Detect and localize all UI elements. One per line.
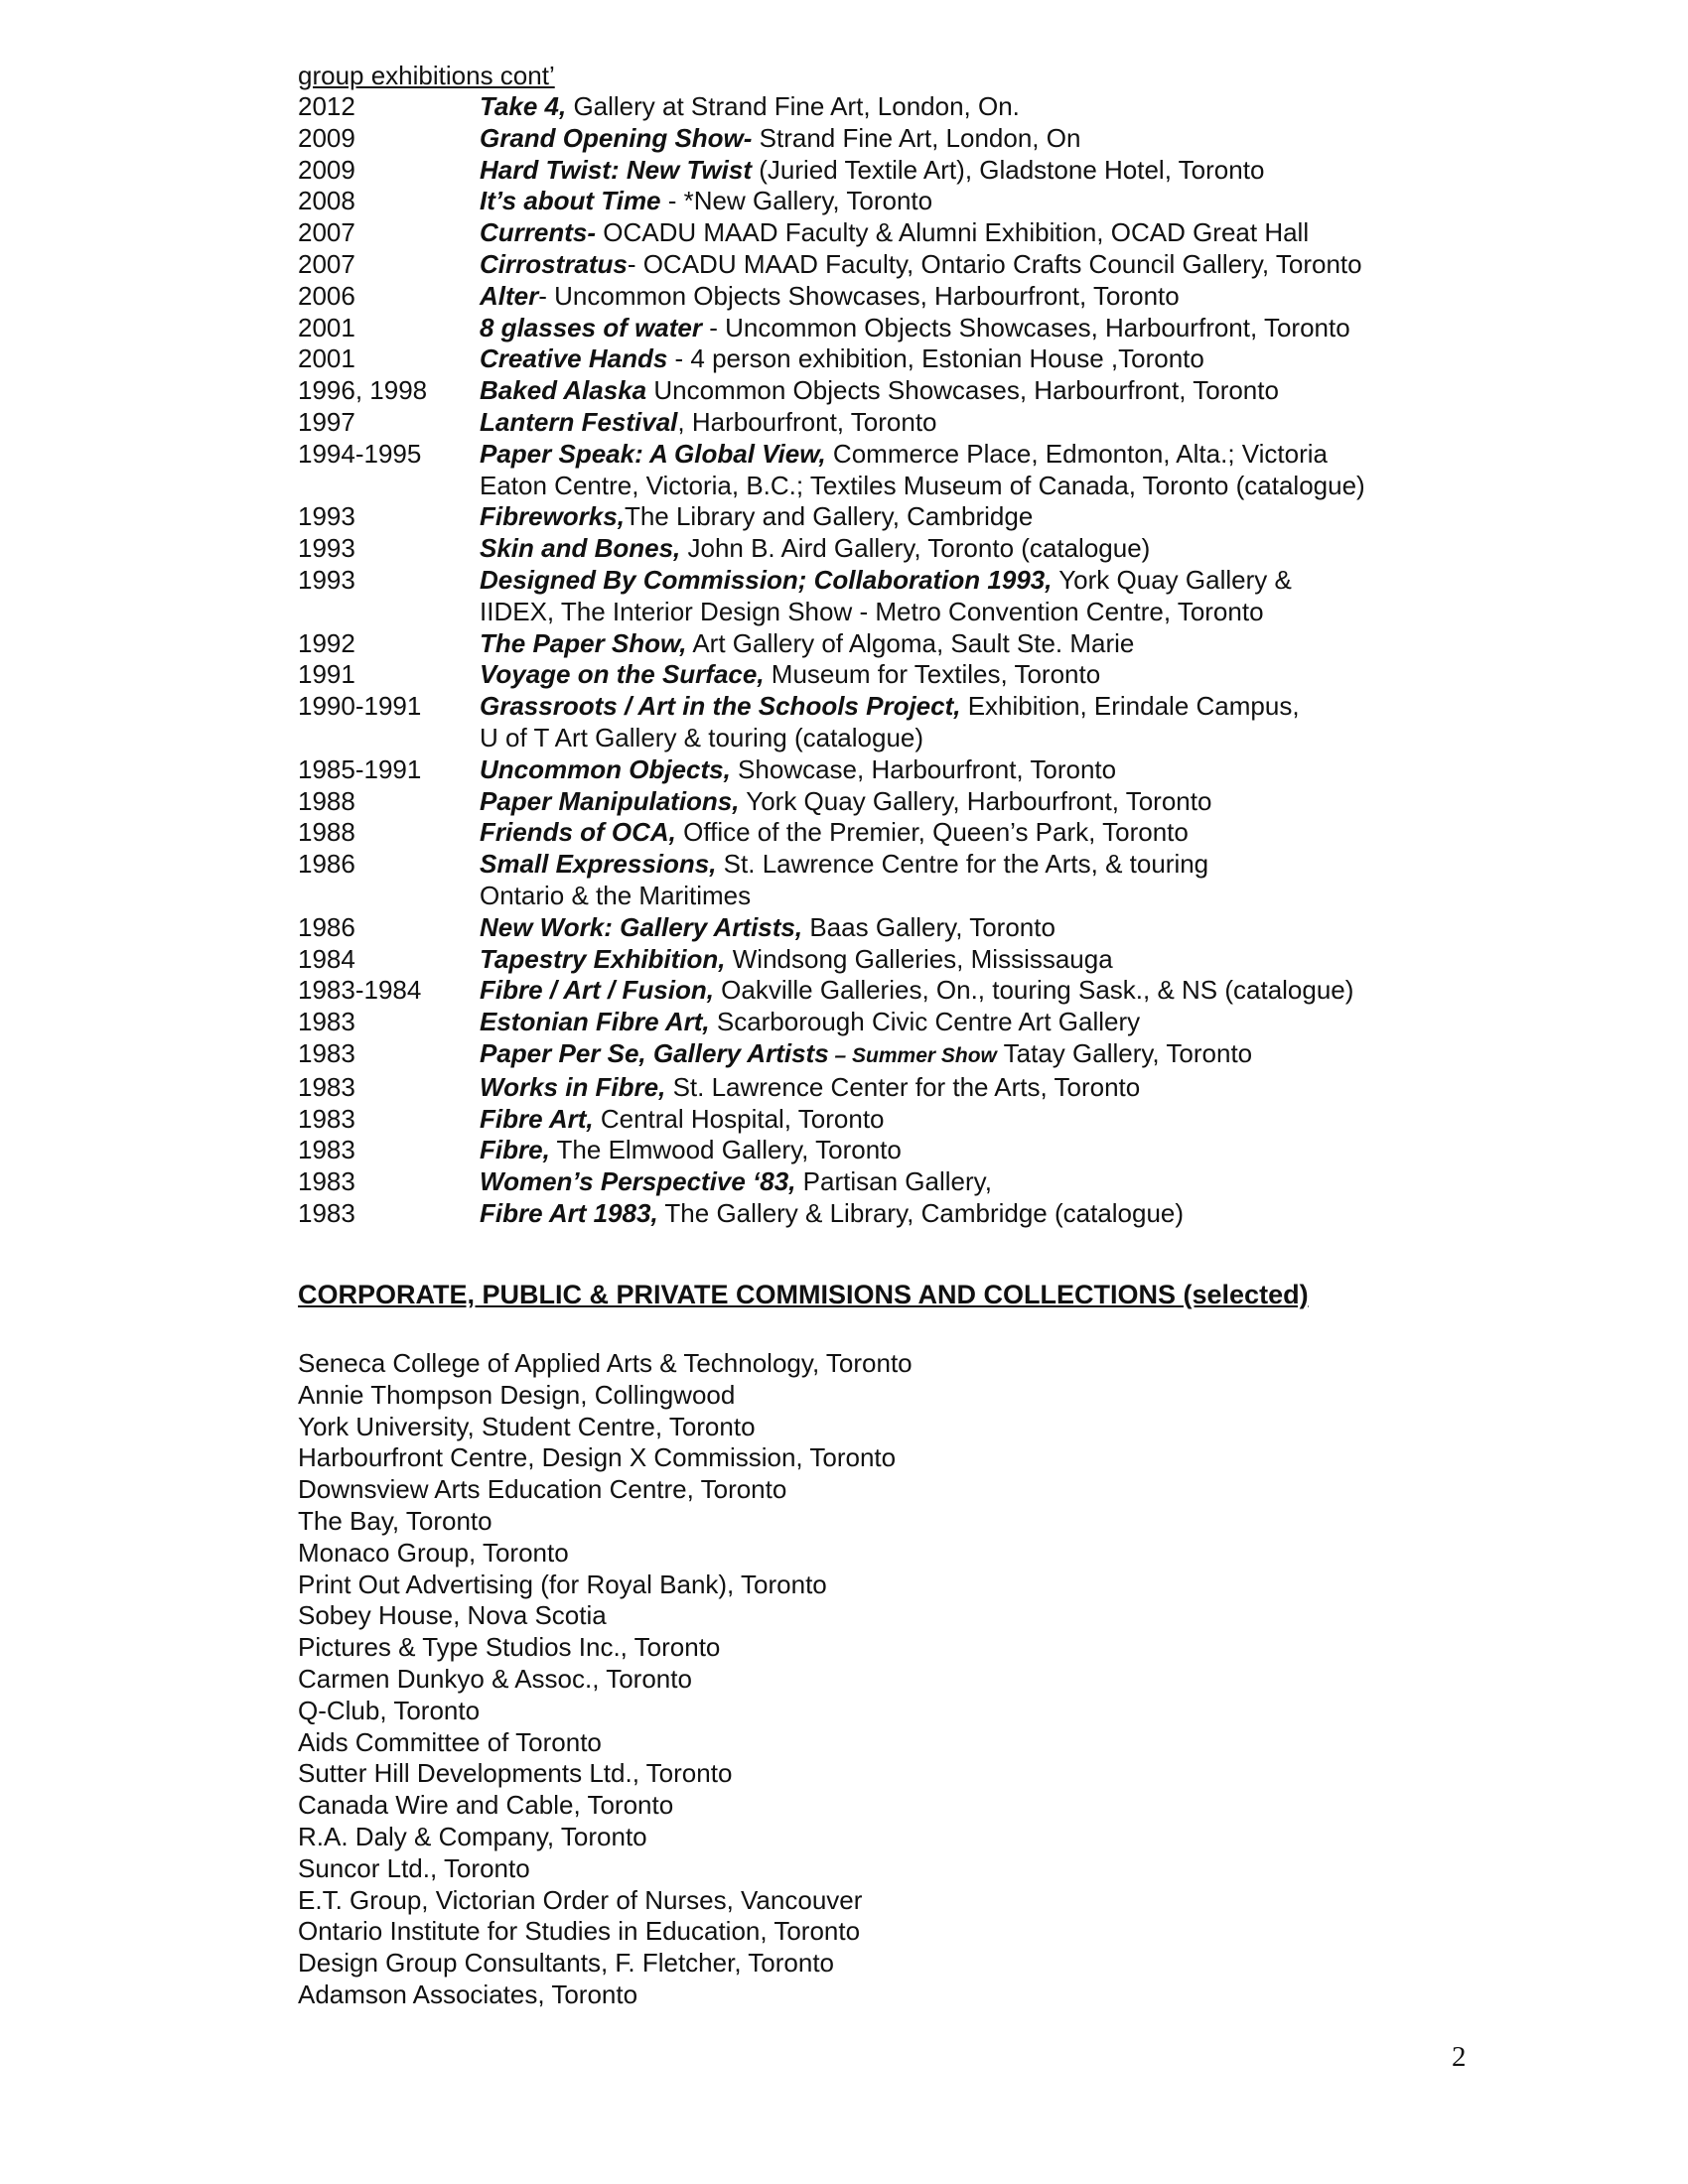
exhibition-title: Designed By Commission; Collaboration 1993, xyxy=(480,564,1053,595)
exhibition-row xyxy=(298,1135,1589,1166)
exhibition-row xyxy=(298,91,1589,123)
exhibition-row xyxy=(298,313,1589,344)
exhibition-year: 1993 xyxy=(298,533,355,564)
exhibition-entry xyxy=(480,217,1589,249)
exhibition-year: 1997 xyxy=(298,406,355,437)
exhibition-row xyxy=(298,123,1589,155)
exhibition-year: 1986 xyxy=(298,849,355,880)
collection-item: Harbourfront Centre, Design X Commission, Toronto xyxy=(298,1442,897,1473)
exhibition-year: 2007 xyxy=(298,248,355,279)
collection-item: Sutter Hill Developments Ltd., Toronto xyxy=(298,1758,733,1789)
exhibition-title: Friends of OCA, xyxy=(480,817,676,848)
exhibition-venue: Tatay Gallery, Toronto xyxy=(996,1037,1253,1068)
exhibition-row xyxy=(298,186,1589,217)
exhibition-title: Small Expressions, xyxy=(480,849,717,880)
collections-heading: CORPORATE, PUBLIC & PRIVATE COMMISIONS AND COLLECTIONS (selected) xyxy=(298,1280,1309,1309)
collection-item: Annie Thompson Design, Collingwood xyxy=(298,1379,736,1410)
exhibition-year: 1983 xyxy=(298,1037,355,1068)
exhibition-venue: U of T Art Gallery & touring (catalogue) xyxy=(480,722,924,752)
exhibition-row xyxy=(298,786,1589,818)
exhibition-entry xyxy=(480,912,1589,944)
exhibition-venue: Eaton Centre, Victoria, B.C.; Textiles Museum of Canada, Toronto (catalogue) xyxy=(480,470,1365,500)
exhibition-year xyxy=(298,723,480,754)
exhibition-row xyxy=(298,343,1589,375)
exhibitions-list xyxy=(298,91,1589,1230)
exhibition-year: 2009 xyxy=(298,154,355,185)
exhibition-entry xyxy=(480,123,1589,155)
exhibition-venue: Office of the Premier, Queen’s Park, Toronto xyxy=(675,817,1189,848)
exhibition-year: 1988 xyxy=(298,785,355,816)
collection-item: Ontario Institute for Studies in Education, Toronto xyxy=(298,1916,861,1947)
collection-item: Monaco Group, Toronto xyxy=(298,1537,569,1568)
exhibition-title: Fibreworks, xyxy=(480,501,625,532)
exhibition-venue: OCADU MAAD Faculty & Alumni Exhibition, OCAD Great Hall xyxy=(596,217,1310,248)
exhibition-venue: Partisan Gallery, xyxy=(795,1166,992,1197)
exhibition-entry xyxy=(480,1104,1589,1136)
exhibition-title: Alter xyxy=(480,280,539,311)
collection-item: Seneca College of Applied Arts & Technology, Toronto xyxy=(298,1348,913,1378)
exhibition-entry xyxy=(480,91,1589,123)
exhibition-entry xyxy=(480,628,1589,660)
exhibition-year xyxy=(298,471,480,502)
exhibition-title: The Paper Show, xyxy=(480,627,687,658)
exhibition-title: Estonian Fibre Art, xyxy=(480,1007,710,1037)
exhibition-entry xyxy=(480,249,1589,281)
exhibition-entry xyxy=(480,186,1589,217)
exhibition-title: Cirrostratus xyxy=(480,248,628,279)
exhibition-year: 1996, 1998 xyxy=(298,375,428,406)
exhibition-title: Lantern Festival xyxy=(480,406,678,437)
exhibition-year: 2008 xyxy=(298,186,355,216)
exhibition-entry xyxy=(480,281,1589,313)
exhibition-row xyxy=(298,944,1589,976)
exhibition-entry xyxy=(480,1072,1589,1104)
exhibition-title: Grassroots / Art in the Schools Project, xyxy=(480,691,961,722)
exhibition-venue: , Harbourfront, Toronto xyxy=(677,406,937,437)
exhibition-title: Skin and Bones, xyxy=(480,533,681,564)
exhibition-year: 1994-1995 xyxy=(298,438,422,469)
exhibition-year xyxy=(298,597,480,628)
exhibition-title: Works in Fibre, xyxy=(480,1071,666,1102)
exhibition-row xyxy=(298,501,1589,533)
exhibition-venue: Ontario & the Maritimes xyxy=(480,880,752,910)
exhibition-entry xyxy=(480,155,1589,187)
collection-item: Print Out Advertising (for Royal Bank), Toronto xyxy=(298,1569,827,1599)
exhibition-venue: Scarborough Civic Centre Art Gallery xyxy=(709,1007,1141,1037)
exhibition-entry xyxy=(480,1198,1589,1230)
exhibition-year: 1985-1991 xyxy=(298,753,422,784)
exhibition-venue: John B. Aird Gallery, Toronto (catalogue) xyxy=(680,533,1151,564)
collection-item: Design Group Consultants, F. Fletcher, Toronto xyxy=(298,1948,835,1979)
exhibition-year: 1983-1984 xyxy=(298,975,422,1006)
exhibition-row xyxy=(298,155,1589,187)
exhibition-entry xyxy=(480,723,1589,754)
exhibition-row xyxy=(298,1007,1589,1038)
exhibition-entry xyxy=(480,471,1589,502)
exhibition-venue: York Quay Gallery & xyxy=(1052,564,1292,595)
exhibition-venue: - Uncommon Objects Showcases, Harbourfront, Toronto xyxy=(702,312,1350,342)
exhibition-year xyxy=(298,881,480,912)
exhibition-title: Uncommon Objects, xyxy=(480,753,731,784)
exhibition-row xyxy=(298,533,1589,565)
collection-item: Q-Club, Toronto xyxy=(298,1695,481,1725)
exhibition-year: 2006 xyxy=(298,280,355,311)
exhibition-row xyxy=(298,723,1589,754)
exhibition-entry xyxy=(480,501,1589,533)
exhibition-entry xyxy=(480,439,1589,471)
exhibition-entry xyxy=(480,754,1589,786)
collection-item: E.T. Group, Victorian Order of Nurses, Vancouver xyxy=(298,1884,863,1915)
exhibition-title: Women’s Perspective ‘83, xyxy=(480,1166,796,1197)
exhibition-row xyxy=(298,849,1589,881)
exhibition-title: Tapestry Exhibition, xyxy=(480,943,726,974)
exhibition-entry xyxy=(480,659,1589,691)
exhibition-year: 1983 xyxy=(298,1103,355,1134)
exhibition-venue: Uncommon Objects Showcases, Harbourfront, Toronto xyxy=(646,375,1279,406)
exhibition-venue: Oakville Galleries, On., touring Sask., & NS (catalogue) xyxy=(713,975,1354,1006)
page-number: 2 xyxy=(1452,2041,1467,2073)
exhibition-year: 1983 xyxy=(298,1197,355,1228)
exhibition-venue: Art Gallery of Algoma, Sault Ste. Marie xyxy=(686,627,1135,658)
exhibition-venue: Central Hospital, Toronto xyxy=(593,1103,885,1134)
exhibition-row xyxy=(298,597,1589,628)
exhibition-title: Fibre, xyxy=(480,1135,550,1165)
exhibition-row xyxy=(298,565,1589,597)
collections-list xyxy=(298,1348,913,2011)
exhibition-year: 1990-1991 xyxy=(298,691,422,722)
exhibition-venue: IIDEX, The Interior Design Show - Metro Convention Centre, Toronto xyxy=(480,596,1264,626)
collection-item: Aids Committee of Toronto xyxy=(298,1726,602,1757)
exhibition-venue: - OCADU MAAD Faculty, Ontario Crafts Council Gallery, Toronto xyxy=(627,248,1362,279)
exhibition-entry xyxy=(480,313,1589,344)
exhibition-entry xyxy=(480,533,1589,565)
exhibition-title: 8 glasses of water xyxy=(480,312,702,342)
section-label: group exhibitions cont’ xyxy=(298,61,555,90)
collection-item: The Bay, Toronto xyxy=(298,1505,492,1536)
exhibition-row xyxy=(298,975,1589,1007)
exhibition-year: 1992 xyxy=(298,627,355,658)
exhibition-venue: Strand Fine Art, London, On xyxy=(752,122,1081,153)
exhibition-venue: The Elmwood Gallery, Toronto xyxy=(549,1135,902,1165)
exhibition-title: Paper Speak: A Global View, xyxy=(480,438,826,469)
collection-item: Pictures & Type Studios Inc., Toronto xyxy=(298,1632,721,1663)
exhibition-row xyxy=(298,817,1589,849)
exhibition-title: Paper Manipulations, xyxy=(480,785,740,816)
exhibition-title: Fibre / Art / Fusion, xyxy=(480,975,714,1006)
exhibition-row xyxy=(298,217,1589,249)
exhibition-row xyxy=(298,1166,1589,1198)
exhibition-entry xyxy=(480,1166,1589,1198)
exhibition-venue: Gallery at Strand Fine Art, London, On. xyxy=(566,91,1020,121)
collection-item: R.A. Daly & Company, Toronto xyxy=(298,1821,647,1851)
exhibition-venue: (Juried Textile Art), Gladstone Hotel, Toronto xyxy=(752,154,1265,185)
exhibition-entry xyxy=(480,849,1589,881)
exhibition-entry xyxy=(480,817,1589,849)
exhibition-entry xyxy=(480,975,1589,1007)
exhibition-entry xyxy=(480,881,1589,912)
exhibition-entry xyxy=(480,565,1589,597)
exhibition-title: Baked Alaska xyxy=(480,375,647,406)
exhibition-row xyxy=(298,659,1589,691)
exhibition-row xyxy=(298,471,1589,502)
exhibition-title: Creative Hands xyxy=(480,343,668,374)
exhibition-title: Fibre Art, xyxy=(480,1103,594,1134)
exhibition-venue: Showcase, Harbourfront, Toronto xyxy=(730,753,1117,784)
exhibition-venue: York Quay Gallery, Harbourfront, Toronto xyxy=(739,785,1212,816)
exhibition-venue: Baas Gallery, Toronto xyxy=(802,911,1055,942)
exhibition-venue: St. Lawrence Center for the Arts, Toronto xyxy=(665,1071,1141,1102)
exhibition-year: 2001 xyxy=(298,312,355,342)
exhibition-row xyxy=(298,439,1589,471)
exhibition-venue: Exhibition, Erindale Campus, xyxy=(960,691,1300,722)
collection-item: Canada Wire and Cable, Toronto xyxy=(298,1790,674,1821)
exhibition-entry xyxy=(480,691,1589,723)
exhibition-row xyxy=(298,1104,1589,1136)
exhibition-title: It’s about Time xyxy=(480,186,661,216)
exhibition-year: 1993 xyxy=(298,564,355,595)
exhibition-title: Grand Opening Show- xyxy=(480,122,753,153)
exhibition-title: Take 4, xyxy=(480,91,567,121)
exhibition-entry xyxy=(480,407,1589,439)
exhibition-row xyxy=(298,1198,1589,1230)
exhibition-entry xyxy=(480,786,1589,818)
exhibition-title: Fibre Art 1983, xyxy=(480,1197,658,1228)
exhibition-year: 1991 xyxy=(298,659,355,690)
exhibition-year: 2009 xyxy=(298,122,355,153)
exhibition-row xyxy=(298,1072,1589,1104)
exhibition-year: 2012 xyxy=(298,91,355,121)
exhibition-venue: - 4 person exhibition, Estonian House ,Toronto xyxy=(667,343,1204,374)
exhibition-entry xyxy=(480,343,1589,375)
exhibition-venue: Windsong Galleries, Mississauga xyxy=(725,943,1113,974)
exhibition-row xyxy=(298,1038,1589,1072)
exhibition-title: Hard Twist: New Twist xyxy=(480,154,752,185)
exhibition-year: 1993 xyxy=(298,501,355,532)
exhibition-year: 1983 xyxy=(298,1071,355,1102)
exhibition-venue: Commerce Place, Edmonton, Alta.; Victoria xyxy=(825,438,1329,469)
exhibition-row xyxy=(298,881,1589,912)
collection-item: Adamson Associates, Toronto xyxy=(298,1979,638,2009)
exhibition-year: 1988 xyxy=(298,817,355,848)
exhibition-venue: - Uncommon Objects Showcases, Harbourfront, Toronto xyxy=(538,280,1180,311)
exhibition-venue: - *New Gallery, Toronto xyxy=(660,186,933,216)
exhibition-venue: Museum for Textiles, Toronto xyxy=(764,659,1101,690)
exhibition-venue: St. Lawrence Centre for the Arts, & touring xyxy=(716,849,1209,880)
exhibition-entry xyxy=(480,944,1589,976)
exhibition-row xyxy=(298,375,1589,407)
exhibition-row xyxy=(298,407,1589,439)
collection-item: Downsview Arts Education Centre, Toronto xyxy=(298,1474,787,1505)
collection-item: Suncor Ltd., Toronto xyxy=(298,1852,530,1883)
exhibition-row xyxy=(298,912,1589,944)
exhibition-row xyxy=(298,281,1589,313)
exhibition-year: 2007 xyxy=(298,217,355,248)
exhibition-entry xyxy=(480,1007,1589,1038)
exhibition-title: New Work: Gallery Artists, xyxy=(480,911,803,942)
collection-item: York University, Student Centre, Toronto xyxy=(298,1411,756,1441)
exhibition-year: 1986 xyxy=(298,911,355,942)
exhibition-row xyxy=(298,754,1589,786)
exhibition-row xyxy=(298,628,1589,660)
exhibition-entry xyxy=(480,1038,1589,1072)
exhibition-year: 1983 xyxy=(298,1007,355,1037)
collection-item: Sobey House, Nova Scotia xyxy=(298,1600,607,1631)
exhibition-year: 1983 xyxy=(298,1135,355,1165)
exhibition-entry xyxy=(480,1135,1589,1166)
exhibition-subtitle: – Summer Show xyxy=(828,1043,997,1067)
exhibition-venue: The Gallery & Library, Cambridge (catalogue) xyxy=(657,1197,1185,1228)
exhibition-year: 1984 xyxy=(298,943,355,974)
collection-item: Carmen Dunkyo & Assoc., Toronto xyxy=(298,1663,692,1694)
exhibition-year: 1983 xyxy=(298,1166,355,1197)
exhibition-entry xyxy=(480,597,1589,628)
exhibition-venue: The Library and Gallery, Cambridge xyxy=(624,501,1034,532)
exhibition-entry xyxy=(480,375,1589,407)
exhibition-title: Currents- xyxy=(480,217,597,248)
exhibition-year: 2001 xyxy=(298,343,355,374)
exhibition-title: Voyage on the Surface, xyxy=(480,659,765,690)
exhibition-row xyxy=(298,691,1589,723)
exhibition-row xyxy=(298,249,1589,281)
exhibition-title: Paper Per Se, Gallery Artists xyxy=(480,1037,829,1068)
